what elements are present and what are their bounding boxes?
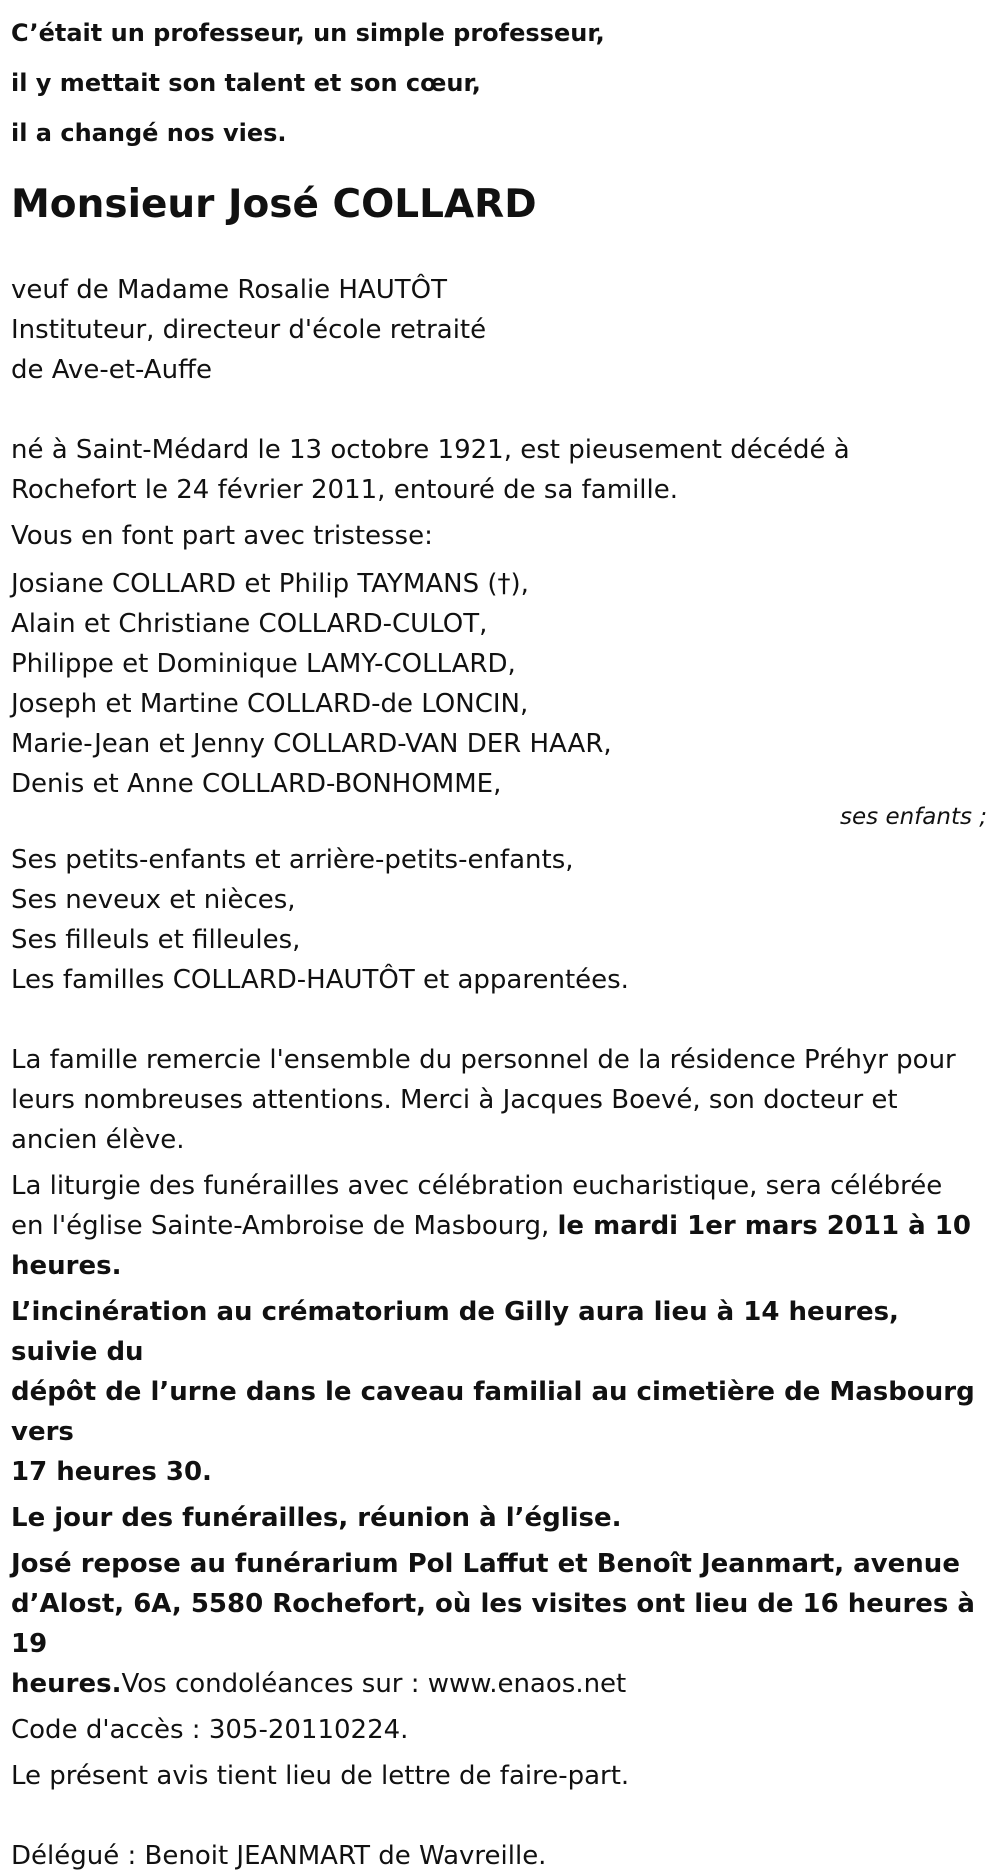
delegate-text: Délégué : Benoit JEANMART de Wavreille. (11, 1841, 547, 1871)
poem-line: C’était un professeur, un simple professeur, (11, 19, 605, 47)
incineration-line: 17 heures 30. (11, 1457, 212, 1487)
thanks-line: leurs nombreuses attentions. Merci à Jacques Boevé, son docteur et (11, 1085, 898, 1115)
children-label: ses enfants ; (840, 804, 987, 830)
child-line: Denis et Anne COLLARD-BONHOMME, (11, 769, 502, 799)
relative-line: Ses petits-enfants et arrière-petits-enfants, (11, 845, 574, 875)
liturgy-location: en l'église Sainte-Ambroise de Masbourg, (11, 1211, 558, 1241)
details-line: Instituteur, directeur d'école retraité (11, 315, 487, 345)
thanks-paragraph (11, 1040, 990, 1160)
child-line: Josiane COLLARD et Philip TAYMANS (†), (11, 569, 529, 599)
liturgy-paragraph (11, 1166, 990, 1286)
announce-intro: Vous en font part avec tristesse: (11, 521, 433, 551)
relatives-list (11, 840, 990, 1000)
poem-line: il a changé nos vies. (11, 119, 287, 147)
child-line: Marie-Jean et Jenny COLLARD-VAN DER HAAR, (11, 729, 612, 759)
liturgy-time: heures. (11, 1251, 122, 1281)
funerarium-line (11, 1664, 990, 1704)
liturgy-line (11, 1206, 990, 1246)
poem (11, 0, 990, 158)
access-code: Code d'accès : 305-20110224. (11, 1715, 409, 1745)
details-line: de Ave-et-Auffe (11, 355, 212, 385)
child-line: Alain et Christiane COLLARD-CULOT, (11, 609, 488, 639)
birth-death-line: Rochefort le 24 février 2011, entouré de sa famille. (11, 475, 678, 505)
funerarium-hours: heures. (11, 1669, 122, 1699)
liturgy-date: le mardi 1er mars 2011 à 10 (557, 1211, 971, 1241)
deceased-details (11, 270, 990, 390)
liturgy-line: La liturgie des funérailles avec célébration eucharistique, sera célébrée (11, 1171, 943, 1201)
incineration-line: L’incinération au crématorium de Gilly aura lieu à 14 heures, suivie du (11, 1297, 899, 1367)
funerarium-line: José repose au funérarium Pol Laffut et Benoît Jeanmart, avenue (11, 1549, 960, 1579)
funerarium-paragraph (11, 1544, 990, 1704)
child-line: Joseph et Martine COLLARD-de LONCIN, (11, 689, 529, 719)
child-line: Philippe et Dominique LAMY-COLLARD, (11, 649, 516, 679)
details-line: veuf de Madame Rosalie HAUTÔT (11, 275, 448, 305)
funerarium-line: d’Alost, 6A, 5580 Rochefort, où les visites ont lieu de 16 heures à 19 (11, 1589, 975, 1659)
relative-line: Ses filleuls et filleules, (11, 925, 301, 955)
incineration-paragraph (11, 1292, 990, 1492)
incineration-line: dépôt de l’urne dans le caveau familial au cimetière de Masbourg vers (11, 1377, 975, 1447)
relative-line: Les familles COLLARD-HAUTÔT et apparentées. (11, 965, 629, 995)
birth-death-line: né à Saint-Médard le 13 octobre 1921, est pieusement décédé à (11, 435, 850, 465)
notice-text: Le présent avis tient lieu de lettre de faire-part. (11, 1761, 630, 1791)
birth-death (11, 430, 990, 510)
thanks-line: La famille remercie l'ensemble du personnel de la résidence Préhyr pour (11, 1045, 956, 1075)
deceased-name: Monsieur José COLLARD (11, 182, 537, 227)
poem-line: il y mettait son talent et son cœur, (11, 69, 481, 97)
relative-line: Ses neveux et nièces, (11, 885, 296, 915)
children-list (11, 564, 990, 804)
thanks-line: ancien élève. (11, 1125, 185, 1155)
reunion-paragraph: Le jour des funérailles, réunion à l’église. (11, 1503, 622, 1533)
condolences-text: Vos condoléances sur : www.enaos.net (121, 1669, 627, 1699)
